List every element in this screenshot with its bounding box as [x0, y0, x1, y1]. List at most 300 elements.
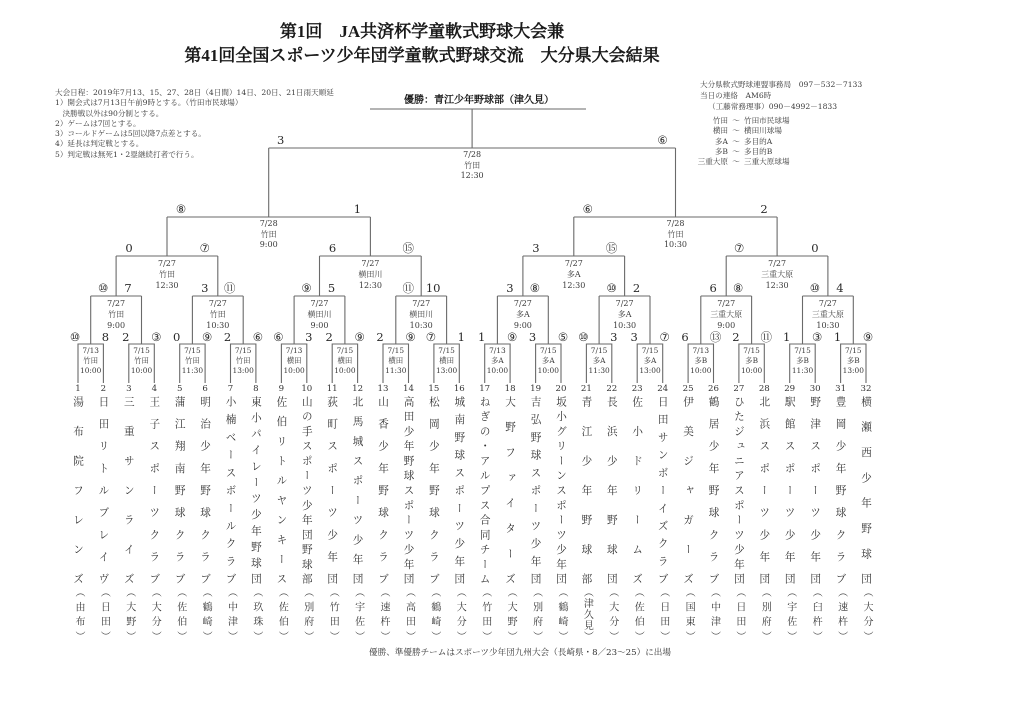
- r1-score-left: 1: [783, 330, 791, 344]
- match-time: 12:30: [765, 281, 789, 290]
- team-number: 1: [75, 384, 81, 394]
- semi-match-info: [664, 219, 687, 251]
- r2-match-info: [613, 298, 636, 331]
- match-time: 12:30: [460, 171, 484, 180]
- match-venue: 横田: [337, 356, 353, 365]
- r1-score-right: ⑨: [862, 330, 874, 344]
- r2-score-right: 10: [425, 281, 441, 295]
- team-entry: [730, 383, 748, 641]
- match-venue: 横田川: [307, 310, 332, 319]
- venue-abbr: 多A: [714, 136, 728, 146]
- team-region: （日田）: [733, 587, 745, 641]
- team-number: 21: [580, 384, 592, 394]
- team-number: 25: [682, 384, 694, 394]
- match-date: 7/28: [259, 219, 278, 228]
- team-name: 鶴居少年野球クラブ: [707, 396, 720, 584]
- r1-score-right: ⑨: [506, 330, 518, 344]
- venue-abbr: 竹田: [712, 116, 728, 125]
- match-date: 7/27: [208, 299, 227, 308]
- team-name: 東小パイレーツ少年野球団: [249, 396, 262, 584]
- team-number: 29: [784, 384, 796, 394]
- match-date: 7/15: [133, 346, 150, 355]
- match-time: 11:30: [588, 366, 610, 375]
- r2-score-left: 3: [506, 281, 514, 295]
- match-time: 10:30: [613, 321, 637, 330]
- team-region: （佐伯）: [276, 587, 288, 641]
- r1-score-right: ③: [812, 330, 823, 344]
- team-name: 山香少年野球クラブ: [377, 396, 389, 584]
- team-name: 城南野球スポーツ少年団: [453, 396, 466, 584]
- team-number: 31: [835, 384, 847, 394]
- team-entry: [806, 383, 824, 641]
- r1-score-right: ③: [151, 330, 162, 344]
- r1-score-right: 8: [101, 330, 110, 344]
- venue-full: 竹田市民球場: [744, 116, 790, 125]
- team-number: 19: [530, 384, 542, 394]
- qf-score-right: ⑮: [605, 241, 618, 255]
- team-region: （中津）: [225, 587, 237, 641]
- r1-score-right: ⑨: [201, 330, 213, 344]
- team-entry: [476, 383, 494, 641]
- r1-score-right: ⑨: [405, 330, 416, 344]
- match-time: 10:30: [816, 321, 840, 330]
- match-venue: 横田: [286, 356, 302, 365]
- match-date: 7/15: [234, 346, 252, 355]
- r2-score-right: ⑧: [733, 281, 744, 295]
- match-venue: 多A: [491, 356, 504, 365]
- match-venue: 三重大原: [761, 270, 794, 279]
- match-time: 10:00: [537, 366, 559, 375]
- rule-note: 2）ゲームは7回とする。: [55, 118, 141, 128]
- team-region: （別府）: [301, 587, 313, 641]
- team-number: 8: [253, 384, 259, 394]
- r1-score-left: 6: [681, 330, 689, 344]
- team-entry: [349, 383, 367, 641]
- team-number: 23: [631, 384, 643, 394]
- team-region: （鶴崎）: [556, 587, 567, 641]
- match-venue: 横田: [388, 356, 404, 365]
- team-region: （別府）: [759, 587, 771, 641]
- match-time: 12:30: [358, 281, 382, 290]
- team-entry: [196, 383, 214, 641]
- team-number: 13: [377, 384, 389, 394]
- team-number: 26: [708, 384, 719, 394]
- team-number: 12: [352, 384, 364, 394]
- r2-match-info: [409, 298, 433, 331]
- final-score-left: 3: [277, 133, 285, 147]
- match-date: 7/27: [818, 299, 837, 308]
- team-name: 青江少年野球部: [580, 396, 593, 584]
- match-date: 7/27: [564, 259, 583, 268]
- team-entry: [222, 383, 240, 641]
- team-name: 三重サンライズ: [122, 396, 135, 584]
- team-name: 野津スポーツ少年団: [809, 396, 822, 584]
- match-date: 7/15: [539, 346, 557, 355]
- match-time: 12:30: [562, 281, 586, 290]
- match-time: 10:00: [130, 366, 153, 375]
- r2-score-left: 6: [709, 281, 717, 295]
- team-number: 32: [860, 384, 872, 394]
- r1-score-right: 3: [305, 330, 313, 344]
- team-region: （大分）: [861, 587, 872, 641]
- team-entry: [552, 383, 570, 641]
- r2-match-info: [812, 298, 844, 331]
- team-entry: [94, 383, 112, 641]
- match-venue: 多A: [541, 356, 555, 365]
- match-venue: 横田川: [409, 310, 434, 319]
- match-date: 7/27: [412, 299, 431, 308]
- quarterfinal-lines: [116, 217, 828, 256]
- page-title-line2: 第41回全国スポーツ少年団学童軟式野球交流 大分県大会結果: [184, 46, 660, 65]
- match-venue: 三重大原: [710, 310, 743, 319]
- team-region: （佐伯）: [174, 587, 186, 641]
- team-region: （別府）: [530, 587, 542, 641]
- r1-match-info: [182, 346, 203, 376]
- team-entry: [400, 383, 418, 641]
- team-entry: [323, 383, 341, 641]
- team-name: 大野ファイターズ: [504, 396, 517, 584]
- team-entry: [374, 383, 392, 641]
- team-region: （鶴崎）: [428, 587, 440, 641]
- rule-note: 1）開会式は7月13日午前9時とする。（竹田市民球場）: [55, 98, 243, 108]
- qf-score-left: 3: [532, 241, 540, 255]
- team-entry: [857, 383, 875, 641]
- r1-score-left: 2: [223, 330, 232, 344]
- team-region: （津久見）: [581, 587, 593, 641]
- match-date: 7/27: [513, 299, 532, 308]
- r1-score-right: ⑦: [659, 330, 670, 344]
- r1-score-right: ⑥: [252, 330, 264, 344]
- r2-score-right: 5: [327, 281, 336, 295]
- r2-score-right: 7: [124, 281, 132, 295]
- match-time: 9:00: [107, 321, 126, 330]
- team-name: 日田サンボーイズクラブ: [656, 396, 669, 584]
- team-region: （国東）: [683, 587, 695, 641]
- qf-score-right: ⑦: [199, 241, 210, 255]
- team-name: 高田少年野球スポーツ少年団: [402, 396, 415, 584]
- team-number: 15: [428, 384, 440, 394]
- team-entry: [145, 383, 163, 641]
- match-venue: 竹田: [260, 229, 277, 239]
- team-number: 11: [326, 384, 338, 394]
- r1-score-left: 2: [376, 330, 384, 344]
- final-lines: [269, 109, 676, 148]
- team-number: 6: [202, 384, 208, 394]
- match-time: 13:00: [435, 366, 458, 375]
- team-name: 佐伯リトルヤンキース: [275, 396, 288, 584]
- r1-score-left: 2: [122, 330, 130, 344]
- match-time: 10:30: [663, 240, 688, 249]
- team-number: 14: [403, 384, 414, 394]
- team-name: 佐小ドリームズ: [631, 396, 644, 584]
- team-entry: [628, 383, 646, 641]
- semi-score-right: 1: [353, 202, 362, 216]
- venue-sep: ～: [732, 116, 740, 125]
- team-region: （竹田）: [327, 587, 339, 641]
- team-name: 吉弘野球スポーツ少年団: [529, 396, 542, 584]
- venue-full: 多目的A: [744, 136, 773, 146]
- team-name: 明治少年野球クラブ: [199, 396, 212, 584]
- match-venue: 多A: [516, 310, 530, 319]
- contact-person: （工藤常務理事）090－4992－1833: [708, 102, 838, 111]
- r1-match-info: [639, 346, 660, 376]
- match-date: 7/15: [438, 346, 455, 355]
- team-name: 豊岡少年野球クラブ: [834, 396, 847, 584]
- match-time: 11:30: [181, 366, 204, 375]
- team-entry: [755, 383, 773, 641]
- match-time: 10:00: [334, 366, 356, 375]
- qf-score-right: 0: [811, 241, 819, 255]
- match-date: 7/27: [615, 299, 634, 308]
- match-venue: 竹田: [209, 310, 226, 319]
- r2-score-right: 2: [632, 281, 641, 295]
- r1-match-info: [385, 346, 406, 376]
- team-number: 2: [100, 384, 107, 394]
- team-number: 16: [453, 384, 465, 394]
- team-region: （玖珠）: [250, 587, 262, 641]
- match-time: 11:30: [385, 366, 407, 375]
- team-region: （大分）: [149, 587, 161, 641]
- match-date: 7/27: [158, 259, 176, 268]
- r1-match-info: [80, 346, 101, 376]
- match-venue: 竹田: [464, 160, 481, 170]
- rule-note: 5）判定戦は無死1・2塁継続打者で行う。: [55, 149, 199, 159]
- semi-score-right: 2: [760, 202, 768, 216]
- footer-note: 優勝、準優勝チームはスポーツ少年団九州大会（長崎県・8／23～25）に出場: [369, 648, 671, 658]
- r1-match-info: [792, 346, 813, 376]
- r1-score-left: 0: [173, 330, 181, 344]
- team-region: （高田）: [403, 587, 415, 641]
- team-name: 王子スポーツクラブ: [148, 396, 161, 584]
- r2-match-info: [107, 298, 125, 331]
- r1-score-left: 3: [528, 330, 537, 344]
- qf-score-left: ⑦: [734, 241, 745, 255]
- team-name: 伊美ジャガーズ: [682, 396, 695, 584]
- team-region: （大野）: [123, 587, 135, 641]
- team-name: 蒲江翔南野球クラブ: [173, 396, 186, 584]
- semi-match-info: [260, 219, 278, 251]
- team-number: 9: [278, 384, 285, 394]
- team-name: 長浜少年野球団: [605, 396, 618, 584]
- team-entry: [298, 383, 316, 641]
- match-date: 7/27: [361, 259, 380, 268]
- team-name: 松岡少年野球クラブ: [427, 396, 440, 584]
- match-venue: 横田: [439, 356, 454, 365]
- match-date: 7/13: [82, 346, 99, 355]
- match-date: 7/13: [285, 346, 303, 355]
- venue-sep: ～: [732, 136, 740, 146]
- team-number: 4: [151, 384, 158, 394]
- match-date: 7/15: [743, 346, 760, 355]
- venue-full: 三重大原球場: [744, 157, 790, 167]
- team-region: （日田）: [98, 587, 110, 641]
- team-region: （大分）: [454, 587, 466, 641]
- team-number: 24: [657, 384, 669, 394]
- r1-score-left: 2: [325, 330, 333, 344]
- r1-match-info: [588, 346, 609, 376]
- team-number: 10: [301, 384, 313, 394]
- team-region: （大野）: [505, 587, 517, 641]
- final-match-info: [461, 150, 484, 182]
- r1-match-info: [487, 346, 508, 376]
- r1-score-left: 1: [478, 330, 486, 344]
- team-name: 北浜スポーツ少年団: [758, 396, 771, 584]
- team-entry: [832, 383, 850, 641]
- match-date: 7/15: [590, 346, 608, 355]
- team-number: 28: [758, 384, 770, 394]
- semi-score-left: ⑧: [175, 202, 187, 216]
- match-date: 7/15: [336, 346, 354, 355]
- r2-match-info: [710, 298, 742, 331]
- team-region: （大分）: [606, 587, 618, 641]
- r1-match-info: [843, 346, 864, 376]
- team-name: 湯布院フレンズ: [72, 396, 84, 584]
- match-date: 7/27: [310, 299, 329, 308]
- r2-score-left: ⑩: [606, 281, 617, 295]
- match-venue: 多B: [694, 356, 708, 365]
- match-time: 10:00: [80, 366, 102, 375]
- r2-score-right: ⑧: [529, 281, 541, 295]
- match-venue: 多A: [592, 356, 606, 365]
- team-number: 17: [479, 384, 491, 394]
- team-entry: [171, 383, 189, 641]
- rule-note: 3）コールドゲームは5回以降7点差とする。: [55, 129, 206, 139]
- team-name: 山の手スポーツ少年団野球部: [300, 396, 313, 584]
- match-time: 10:30: [206, 321, 230, 330]
- match-venue: 多B: [745, 356, 758, 365]
- team-region: （由布）: [73, 587, 84, 641]
- match-venue: 三重大原: [811, 310, 844, 319]
- team-region: （臼杵）: [810, 587, 822, 641]
- r1-match-info: [741, 346, 762, 376]
- team-number: 5: [176, 384, 183, 394]
- r1-score-right: ⑪: [760, 330, 773, 344]
- r2-score-left: ⑨: [301, 281, 312, 295]
- venue-full: 多目的B: [744, 146, 773, 156]
- r1-score-right: 3: [610, 330, 618, 344]
- qf-match-info: [155, 258, 178, 291]
- venue-abbr: 三重大原: [697, 157, 728, 167]
- team-entry: [425, 383, 443, 641]
- team-name: ねぎの・アルプス合同チーム: [478, 396, 491, 584]
- team-entry: [450, 383, 468, 641]
- qf-score-left: 6: [328, 241, 337, 255]
- match-date: 7/15: [184, 346, 201, 355]
- match-date: 7/15: [387, 346, 405, 355]
- match-time: 10:00: [486, 366, 509, 375]
- r1-score-right: ⑬: [709, 330, 722, 344]
- match-venue: 多A: [643, 356, 657, 365]
- team-number: 3: [126, 384, 132, 394]
- venue-sep: ～: [732, 126, 740, 136]
- match-date: 7/15: [794, 346, 811, 355]
- team-number: 30: [809, 384, 821, 394]
- qf-score-right: ⑮: [402, 241, 414, 255]
- r1-score-left: 1: [833, 330, 842, 344]
- team-entry: [69, 383, 87, 641]
- r1-match-info: [334, 346, 355, 376]
- page-title-line1: 第1回 JA共済杯学童軟式野球大会兼: [279, 22, 565, 41]
- match-venue: 竹田: [83, 356, 99, 365]
- team-entry: [527, 383, 545, 641]
- match-date: 7/15: [844, 346, 862, 355]
- match-time: 10:00: [283, 366, 305, 375]
- match-date: 7/28: [463, 150, 482, 159]
- match-venue: 多A: [566, 270, 581, 279]
- team-region: （佐伯）: [632, 587, 644, 641]
- r1-score-left: 2: [732, 330, 740, 344]
- match-time: 9:00: [310, 321, 329, 330]
- match-venue: 竹田: [134, 356, 149, 365]
- team-entry: [705, 383, 723, 641]
- team-name: 北馬城スポーツ少年団: [351, 396, 364, 584]
- team-number: 7: [227, 384, 234, 394]
- r2-match-info: [206, 298, 229, 331]
- r1-score-left: ⑥: [273, 330, 284, 344]
- match-date: 7/15: [641, 346, 659, 355]
- schedule-note: 大会日程：2019年7月13、15、27、28日（4日間）14日、20日、21日雨天順延: [55, 88, 334, 97]
- r1-score-left: ⑩: [578, 330, 589, 344]
- match-venue: 竹田: [159, 270, 175, 279]
- match-date: 7/27: [768, 259, 787, 268]
- r1-score-right: ⑤: [557, 330, 569, 344]
- match-venue: 横田川: [358, 270, 383, 279]
- match-date: 7/27: [107, 299, 126, 308]
- r2-score-left: 3: [201, 281, 209, 295]
- qf-match-info: [761, 258, 793, 291]
- match-time: 12:30: [155, 281, 179, 290]
- r2-match-info: [308, 298, 332, 331]
- match-time: 9:00: [717, 321, 736, 330]
- team-entry: [120, 383, 138, 641]
- team-region: （宇佐）: [352, 587, 364, 641]
- team-region: （中津）: [708, 587, 720, 641]
- rule-note: 決勝戦以外は90分制とする。: [55, 108, 164, 118]
- r1-score-left: ⑩: [69, 330, 81, 344]
- team-name: 小楠ベースボールクラブ: [224, 396, 237, 584]
- team-region: （日田）: [657, 587, 669, 641]
- venue-sep: ～: [732, 146, 740, 156]
- r1-score-left: ⑦: [425, 330, 437, 344]
- champion-label: 優勝：青江少年野球部（津久見）: [404, 95, 554, 106]
- match-time: 13:00: [232, 366, 254, 375]
- team-entry: [654, 383, 672, 641]
- r2-score-left: ⑩: [97, 281, 109, 295]
- match-venue: 竹田: [667, 229, 684, 239]
- team-number: 27: [733, 384, 745, 394]
- team-entry: [781, 383, 799, 641]
- team-number: 22: [606, 384, 618, 394]
- venue-sep: ～: [732, 157, 740, 167]
- team-entry: [501, 383, 519, 641]
- day-contact: 当日の連絡 AM6時: [700, 91, 772, 100]
- team-region: （宇佐）: [784, 587, 796, 641]
- team-name: 日田リトルブレイヴ: [97, 396, 110, 584]
- match-date: 7/27: [717, 299, 736, 308]
- match-time: 10:00: [740, 366, 763, 375]
- r2-score-right: ⑪: [224, 281, 236, 295]
- match-date: 7/13: [692, 346, 710, 355]
- semi-score-left: ⑥: [582, 202, 593, 216]
- team-number: 20: [555, 384, 567, 394]
- qf-match-info: [562, 258, 585, 291]
- team-name: 坂小グリーンスポーツ少年団: [555, 396, 567, 584]
- team-name: ひたジュニアスポーツ少年団: [732, 396, 745, 584]
- team-entry: [603, 383, 621, 641]
- r1-score-left: 3: [630, 330, 638, 344]
- r2-score-left: ⑪: [402, 281, 414, 295]
- r1-score-right: 1: [457, 330, 465, 344]
